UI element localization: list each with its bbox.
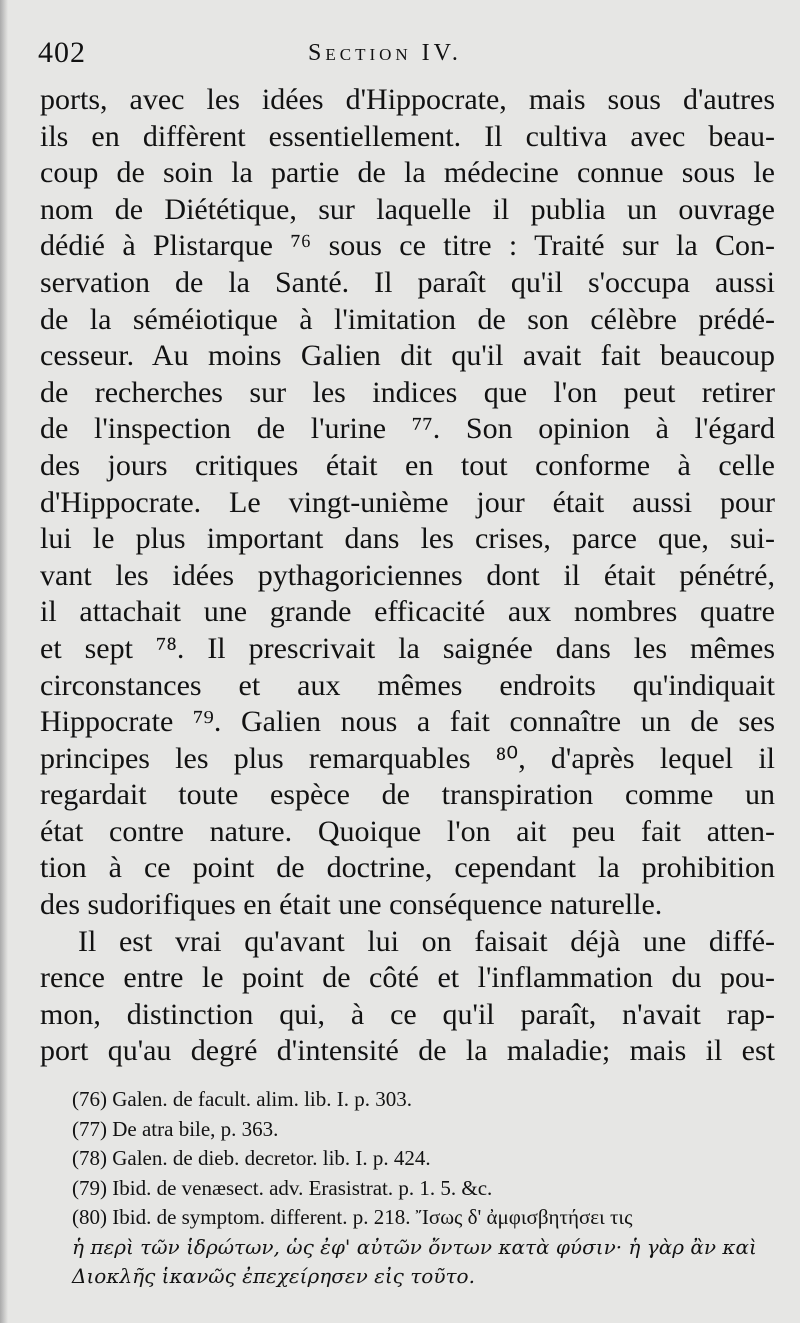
text-line: port qu'au degré d'intensité de la maladie; mais il est xyxy=(40,1034,775,1068)
text-line: Hippocrate ⁷⁹. Galien nous a fait connaître un de ses xyxy=(40,705,775,739)
text-line: de la séméiotique à l'imitation de son célèbre prédé- xyxy=(40,302,775,336)
text-line: lui le plus important dans les crises, parce que, sui- xyxy=(40,522,775,556)
text-line: ils en diffèrent essentiellement. Il cultiva avec beau- xyxy=(40,119,775,153)
text-line: cesseur. Au moins Galien dit qu'il avait fait beaucoup xyxy=(40,339,775,373)
text-line: principes les plus remarquables ⁸⁰, d'après lequel il xyxy=(40,741,775,775)
text-line: d'Hippocrate. Le vingt-unième jour était aussi pour xyxy=(40,485,775,519)
page-header xyxy=(38,36,758,76)
text-line: des sudorifiques en était une conséquence naturelle. xyxy=(40,888,663,922)
text-line: ports, avec les idées d'Hippocrate, mais sous d'autres xyxy=(40,83,775,116)
text-line: il attachait une grande efficacité aux nombres quatre xyxy=(40,595,775,629)
page-number: 402 xyxy=(38,36,86,69)
text-line: mon, distinction qui, à ce qu'il paraît, n'avait rap- xyxy=(40,997,775,1031)
text-line: nom de Diététique, sur laquelle il publia un ouvrage xyxy=(40,192,775,226)
text-line: vant les idées pythagoriciennes dont il était pénétré, xyxy=(40,558,775,592)
footnote-77: (77) De atra bile, p. 363. xyxy=(72,1116,279,1141)
text-line: état contre nature. Quoique l'on ait peu fait atten- xyxy=(40,814,775,848)
footnotes xyxy=(72,1085,782,1292)
text-line: Il est vrai qu'avant lui on faisait déjà une diffé- xyxy=(78,924,775,958)
text-line: de recherches sur les indices que l'on peut retirer xyxy=(40,375,775,409)
text-line: rence entre le point de côté et l'inflammation du pou- xyxy=(40,961,775,995)
text-line: tion à ce point de doctrine, cependant la prohibition xyxy=(40,851,775,885)
text-line: circonstances et aux mêmes endroits qu'indiquait xyxy=(40,668,775,702)
running-head: Section IV. xyxy=(308,40,462,66)
footnote-78: (78) Galen. de dieb. decretor. lib. I. p. 424. xyxy=(72,1146,431,1170)
text-line: des jours critiques était en tout conforme à celle xyxy=(40,448,775,482)
footnote-80-greek-end: Διοκλῆς ἱκανῶς ἐπεχείρησεν εἰς τοῦτο. xyxy=(72,1264,475,1288)
footnote-76: (76) Galen. de facult. alim. lib. I. p. 303. xyxy=(72,1087,412,1111)
text-line: coup de soin la partie de la médecine connue sous le xyxy=(40,156,775,190)
text-line: servation de la Santé. Il paraît qu'il s'occupa aussi xyxy=(40,265,775,299)
footnote-79: (79) Ibid. de venæsect. adv. Erasistrat. p. 1. 5. &c. xyxy=(72,1175,493,1200)
text-line: dédié à Plistarque ⁷⁶ sous ce titre : Traité sur la Con- xyxy=(40,229,775,263)
footnote-80: (80) Ibid. de symptom. different. p. 218. Ἴσως δ' ἀμφισβητήσει τις xyxy=(72,1205,633,1229)
body-text xyxy=(40,82,775,1070)
text-line: de l'inspection de l'urine ⁷⁷. Son opinion à l'égard xyxy=(40,412,775,446)
text-line: regardait toute espèce de transpiration comme un xyxy=(40,778,775,812)
text-line: et sept ⁷⁸. Il prescrivait la saignée dans les mêmes xyxy=(40,631,775,665)
page-gutter-shadow xyxy=(0,0,8,1323)
footnote-80-greek-continuation: ἡ περὶ τῶν ἱδρώτων, ὡς ἐφ' αὐτῶν ὄντων κατὰ φύσιν· ἡ γὰρ ἂν καὶ xyxy=(72,1234,757,1259)
